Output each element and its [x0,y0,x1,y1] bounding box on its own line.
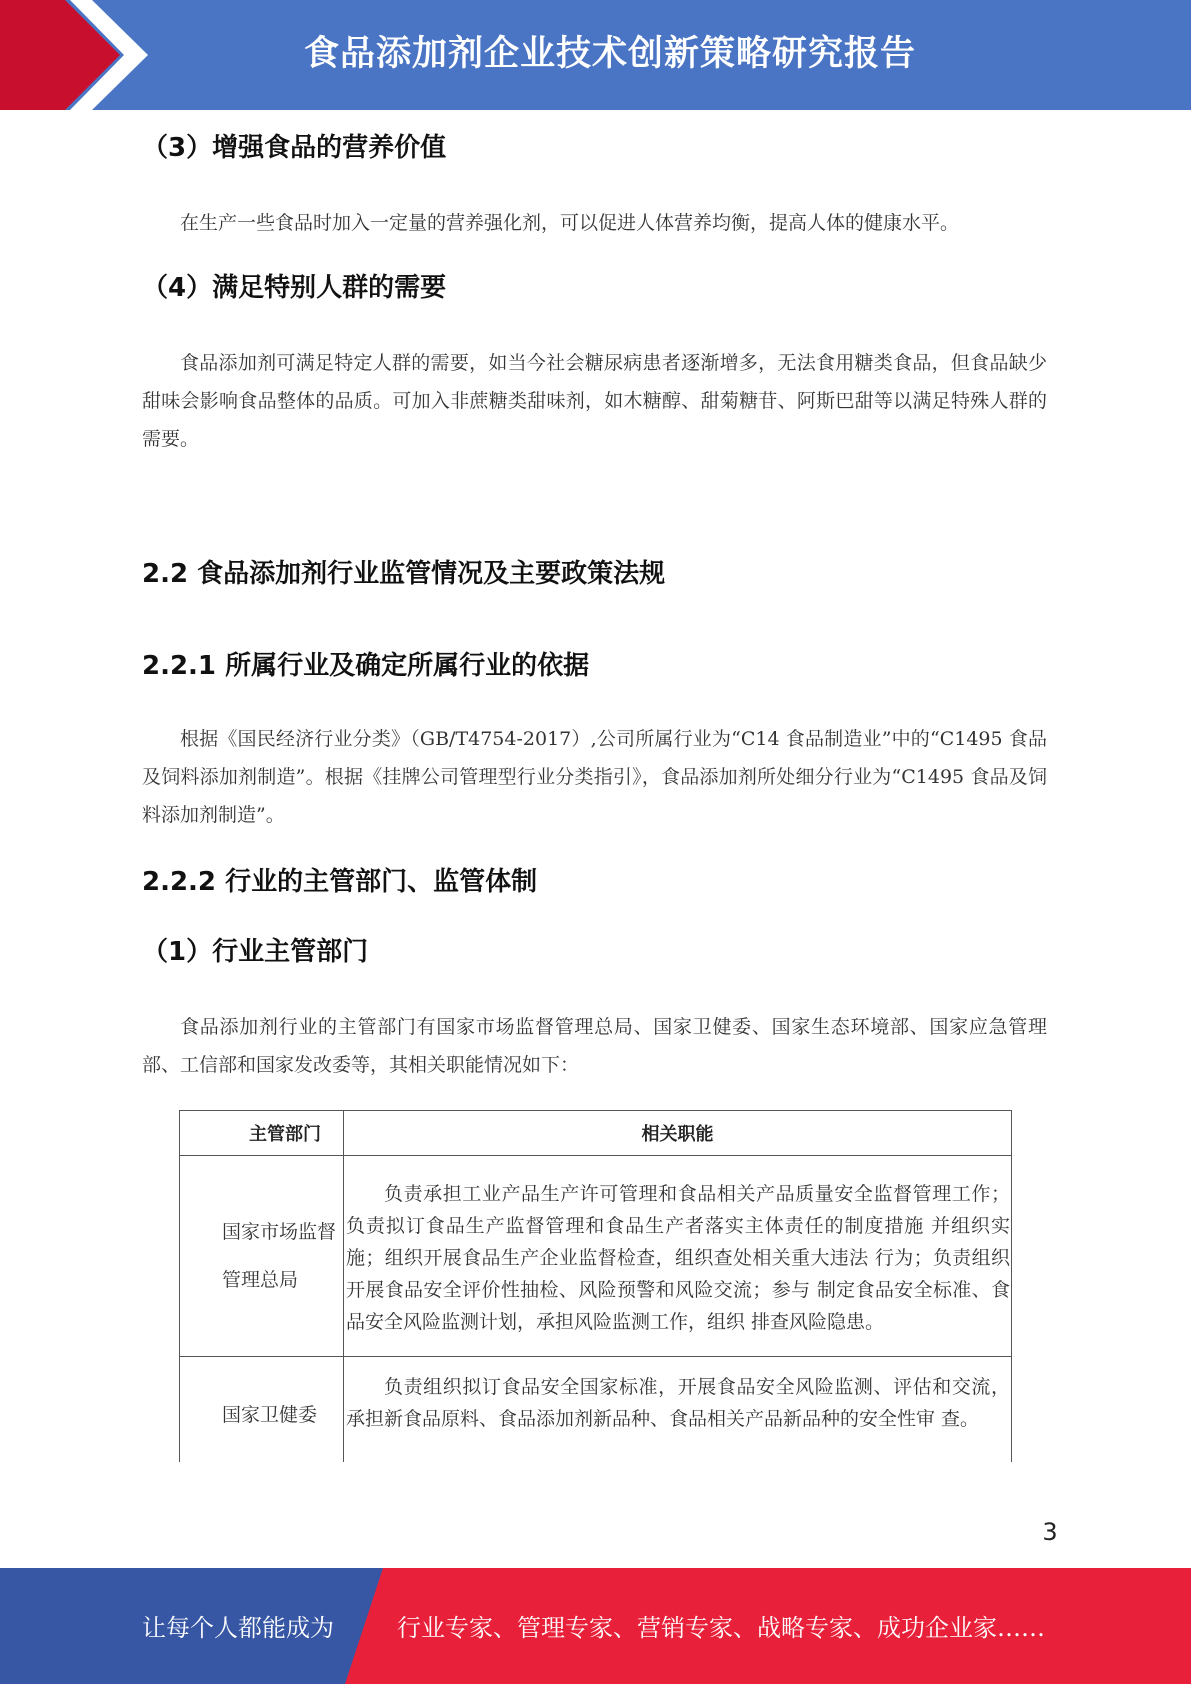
table-header-department: 主管部门 [180,1111,344,1156]
table-cell-functions: 负责组织拟订食品安全国家标准，开展食品安全风险监测、评估和交流，承担新食品原料、食品添加剂新品种、食品相关产品新品种的安全性审 查。 [344,1357,1012,1474]
table-row [180,1357,1012,1474]
section-heading-nutrition: （3）增强食品的营养价值 [142,133,447,163]
paragraph-industry-classification: 根据《国民经济行业分类》（GB/T4754-2017）,公司所属行业为“C14 食品制造业”中的“C1495 食品及饲料添加剂制造”。根据《挂牌公司管理型行业分类指引》，食品添加剂所处细分行业为“C1495 食品及饲料添加剂制造”。 [142,728,1047,826]
section-heading-authorities: （1）行业主管部门 [142,937,369,967]
paragraph-special-groups: 食品添加剂可满足特定人群的需要，如当今社会糖尿病患者逐渐增多，无法食用糖类食品，但食品缺少甜味会影响食品整体的品质。可加入非蔗糖类甜味剂，如木糖醇、甜菊糖苷、阿斯巴甜等以满足特殊人群的需要。 [142,352,1047,450]
section-heading-2-2-1: 2.2.1 所属行业及确定所属行业的依据 [142,651,590,681]
section-heading-special-groups: （4）满足特别人群的需要 [142,273,447,303]
footer-slogan-right: 行业专家、管理专家、营销专家、战略专家、成功企业家…… [397,1614,1045,1642]
report-title: 食品添加剂企业技术创新策略研究报告 [303,34,916,74]
paragraph-nutrition: 在生产一些食品时加入一定量的营养强化剂，可以促进人体营养均衡，提高人体的健康水平。 [180,212,960,234]
section-heading-2-2: 2.2 食品添加剂行业监管情况及主要政策法规 [142,559,666,589]
table-header-functions: 相关职能 [344,1111,1012,1156]
section-heading-2-2-2: 2.2.2 行业的主管部门、监管体制 [142,867,538,897]
table-cell-department: 国家卫健委 [180,1357,344,1474]
page-number: 3 [1042,1518,1058,1546]
paragraph-authorities: 食品添加剂行业的主管部门有国家市场监督管理总局、国家卫健委、国家生态环境部、国家应急管理部、工信部和国家发改委等，其相关职能情况如下： [142,1016,1047,1076]
table-header-row [180,1111,1012,1156]
table-continuation-cut [176,1462,1016,1474]
header-chevron-decoration [0,0,150,110]
table-row [180,1156,1012,1357]
footer-slogan-left: 让每个人都能成为 [142,1614,334,1642]
table-cell-department: 国家市场监督管理总局 [180,1156,344,1357]
table-cell-functions: 负责承担工业产品生产许可管理和食品相关产品质量安全监督管理工作；负责拟订食品生产监督管理和食品生产者落实主体责任的制度措施 并组织实施；组织开展食品生产企业监督检查，组织查处相关重大违法 行为；负责组织开展食品安全评价性抽检、风险预警和风险交流；参与 制定食品安全标准、食品安全风险监测计划，承担风险监测工作，组织 排查风险隐患。 [344,1156,1012,1357]
authorities-table [179,1110,1012,1474]
